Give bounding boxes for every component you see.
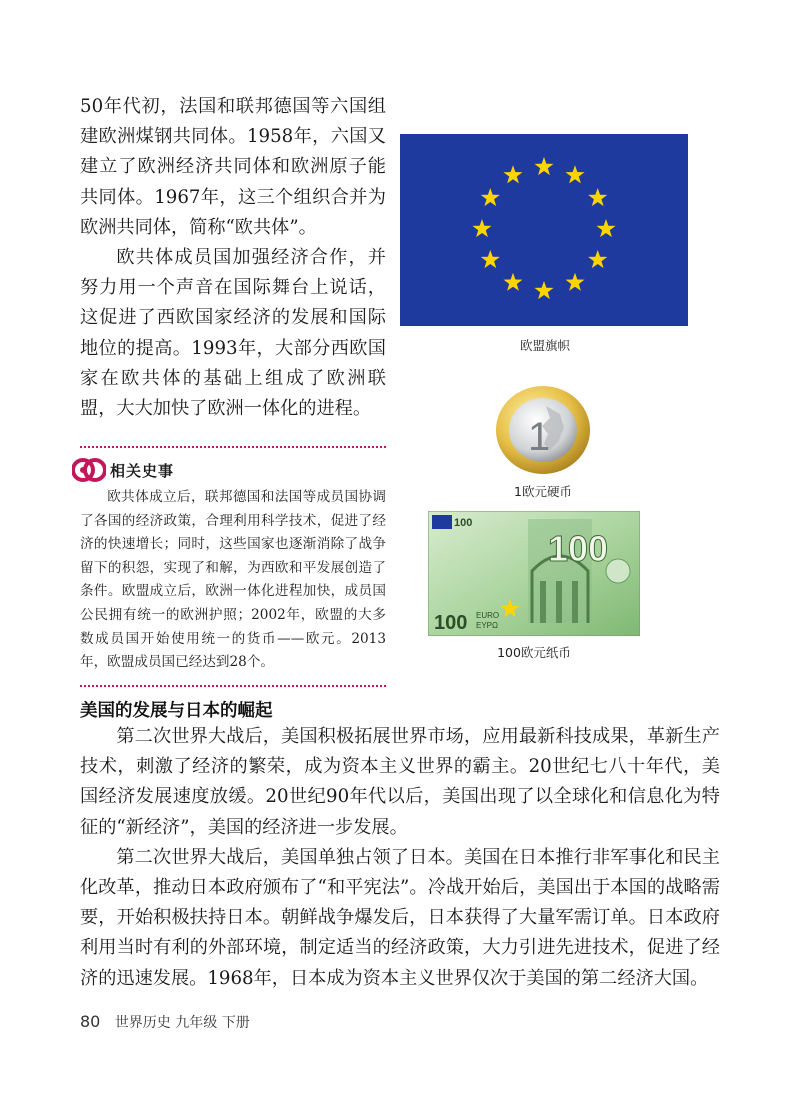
coin-caption: 1欧元硬币	[514, 484, 572, 499]
section-heading: 美国的发展与日本的崛起	[80, 701, 273, 721]
related-history-icon	[72, 456, 106, 484]
section-paragraph-2: 第二次世界大战后，美国单独占领了日本。美国在日本推行非军事化和民主化改革，推动日本政府颁布了“和平宪法”。冷战开始后，美国出于本国的战略需要，开始积极扶持日本。朝鲜战争爆发后，日本获得了大量军需订单。日本政府利用当时有利的外部环境，制定适当的经济政策，大力引进先进技术，促进了经济的迅速发展。1968年，日本成为资本主义世界仅次于美国的第二经济大国。	[80, 846, 720, 989]
euro-banknote-image	[428, 511, 640, 636]
related-history-header	[72, 456, 386, 484]
page-number: 80	[80, 1012, 101, 1031]
page-footer	[80, 1012, 250, 1032]
note-corner-value: 100	[454, 517, 473, 529]
intro-paragraph-1: 50年代初，法国和联邦德国等六国组建欧洲煤钢共同体。1958年，六国又建立了欧洲经济共同体和欧洲原子能共同体。1967年，这三个组织合并为欧洲共同体，简称“欧共体”。	[80, 96, 386, 238]
section-paragraph-1: 第二次世界大战后，美国积极拓展世界市场，应用最新科技成果，革新生产技术，刺激了经济的繁荣，成为资本主义世界的霸主。20世纪七八十年代，美国经济发展速度放缓。20世纪90年代以后，美国出现了以全球化和信息化为特征的“新经济”，美国的经济进一步发展。	[80, 726, 720, 838]
book-title: 世界历史 九年级 下册	[114, 1015, 250, 1031]
section-body	[80, 722, 720, 994]
note-large-value: 100	[548, 528, 609, 569]
eu-flag-image	[400, 134, 688, 326]
flag-caption: 欧盟旗帜	[519, 338, 570, 353]
note-caption: 100欧元纸币	[497, 645, 571, 660]
related-history-title: 相关史事	[110, 461, 175, 480]
intro-text	[80, 92, 386, 424]
note-euro-greek: EYPΩ	[476, 621, 498, 630]
related-history-text: 欧共体成立后，联邦德国和法国等成员国协调了各国的经济政策，合理利用科学技术，促进了经济的快速增长；同时，这些国家也逐渐消除了战争留下的积怨，实现了和解，为西欧和平发展创造了条件。欧盟成立后，欧洲一体化进程加快，成员国公民拥有统一的欧洲护照；2002年，欧盟的大多数成员国开始使用统一的货币——欧元。2013年，欧盟成员国已经达到28个。	[80, 489, 386, 671]
note-eu-flag	[432, 515, 452, 529]
note-bottom-value: 100	[434, 612, 468, 634]
euro-coin-image	[494, 384, 592, 476]
related-history-box	[80, 446, 386, 687]
coin-digit: 1	[528, 415, 551, 459]
note-euro-label: EURO	[476, 611, 500, 620]
intro-paragraph-2: 欧共体成员国加强经济合作，并努力用一个声音在国际舞台上说话，这促进了西欧国家经济的发展和国际地位的提高。1993年，大部分西欧国家在欧共体的基础上组成了欧洲联盟，大大加快了欧洲一体化的进程。	[80, 247, 386, 420]
